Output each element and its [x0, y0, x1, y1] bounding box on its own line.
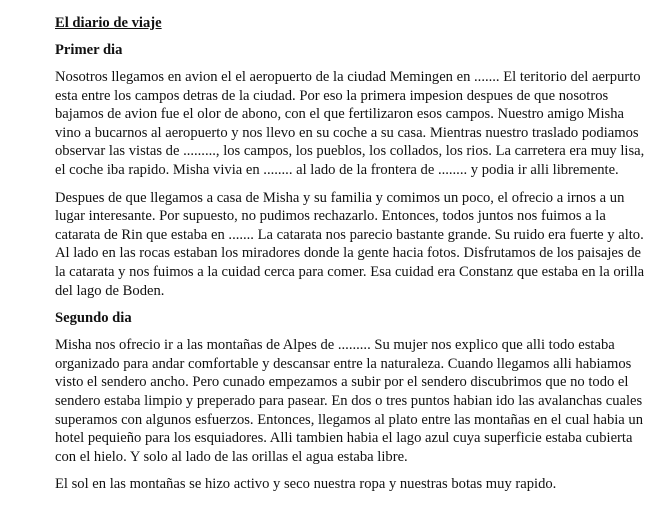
paragraph-4: El sol en las montañas se hizo activo y seco nuestra ropa y nuestras botas muy rapido.	[55, 476, 557, 493]
section-heading-segundo-dia: Segundo dia	[55, 310, 132, 327]
document-title: El diario de viaje	[55, 15, 162, 31]
paragraph-3: Misha nos ofrecio ir a las montañas de Alpes de ......... Su mujer nos explico que alli todo estaba organizado para andar comfortable y descansar entre la naturaleza. Cuando llegamos alli habiamos visto el sendero ancho. Pero cunado empezamos a subir por el sendero discubrimos que no todo el sendero estaba limpio y preperado para pasear. En dos o tres puntos habian ido las avalanchas cuales superamos con algunos esfuerzos. Entonces, llegamos al plato entre las montañas en el cual habia un hotel pequieño para los esquiadores. Alli tambien habia el lago azul cuya superficie estaba cubierta con el hielo. Y solo al lado de las orillas el agua estaba libre.	[55, 337, 644, 465]
section-heading-primer-dia: Primer dia	[55, 42, 123, 58]
paragraph-2: Despues de que llegamos a casa de Misha y su familia y comimos un poco, el ofrecio a irnos a un lugar interesante. Por supuesto, no pudimos rechazarlo. Entonces, todos juntos nos fuimos a la catarata de Rin que estaba en ....... La catarata nos parecio bastante grande. Su ruido era fuerte y alto. Al lado en las rocas estaban los miradores donde la gente hacia fotos. Disfrutamos de los paisajes de la catarata y nos fuimos a la cuidad cerca para comer. Esa cuidad era Constanz que estaba en la orilla del lago de Boden.	[55, 189, 645, 299]
paragraph-1: Nosotros llegamos en avion el el aeropuerto de la ciudad Memingen en ....... El teritorio del aerpurto esta entre los campos detras de la ciudad. Por eso la primera impesion despues de que nosotros bajamos de avion fue el olor de abono, con el que fertilizaron esos campos. Nuestro amigo Misha vino a bucarnos al aeropuerto y nos llevo en su coche a su casa. Mientras nuestro traslado podiamos observar las vistas de ........., los campos, los pueblos, los collados, los rios. La carretera era muy lisa, el coche iba rapido. Misha vivia en ........ al lado de la frontera de ........ y podia ir alli libremente.	[55, 69, 645, 178]
